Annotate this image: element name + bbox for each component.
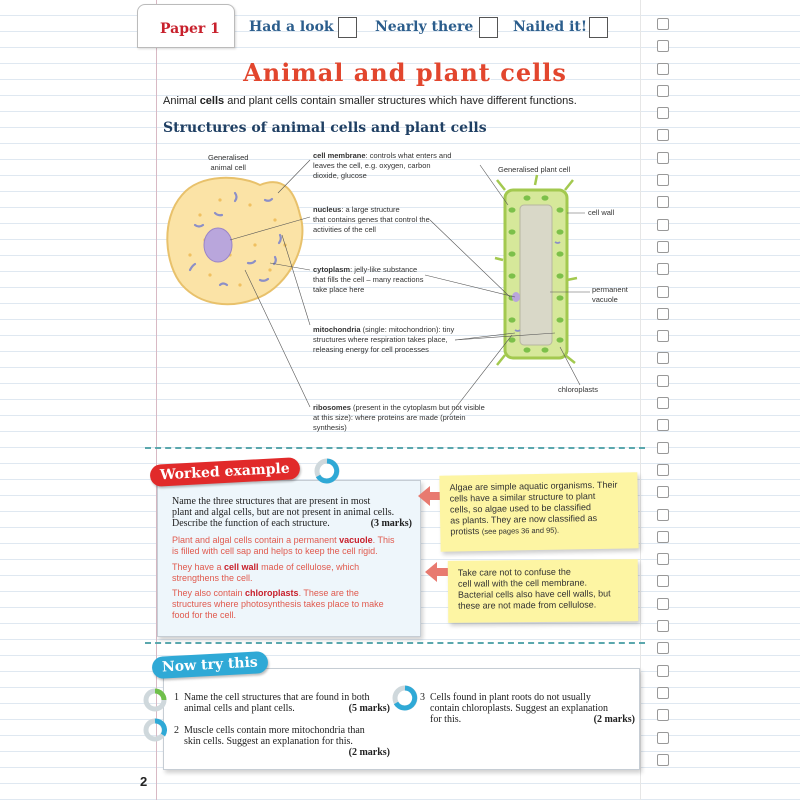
section-heading: Structures of animal cells and plant cells: [163, 120, 487, 136]
difficulty-dial-icon-q2: [143, 718, 167, 742]
cell-diagram: [160, 145, 640, 435]
binder-holes: [657, 18, 669, 776]
membrane-note: Take care not to confuse the cell wall with the cell membrane. Bacterial cells also have cell walls, but these are not made from cellulose.: [448, 559, 639, 623]
paper-label: Paper 1: [160, 21, 220, 37]
now-try-ribbon: Now try this: [152, 651, 269, 679]
nearly-there-checkbox[interactable]: [479, 17, 498, 38]
worked-question: Name the three structures that are present in most plant and algal cells, but are not present in animal cells. Describe the function of each structure. (3 marks): [172, 496, 412, 529]
label-nucleus: nucleus: a large structure that contains genes that control the activities of the cell: [313, 205, 430, 234]
difficulty-dial-icon-q3: [392, 685, 418, 711]
algae-note: Algae are simple aquatic organisms. Their cells have a similar structure to plant cells, so algae used to be classified as plants. They are now classified as protists (see pages 36 and 95).: [439, 472, 638, 551]
status-nailed-it: Nailed it!: [513, 19, 588, 35]
label-permanent-vacuole: permanent vacuole: [592, 285, 628, 304]
worked-answer-3: They also contain chloroplasts. These are the structures where photosynthesis takes place to make food for the cell.: [172, 588, 384, 620]
label-cell-membrane: cell membrane: controls what enters and leaves the cell, e.g. oxygen, carbon dioxide, glucose: [313, 151, 452, 180]
nailed-it-checkbox[interactable]: [589, 17, 608, 38]
difficulty-dial-icon-q1: [143, 688, 167, 712]
label-cell-wall: cell wall: [588, 208, 615, 217]
worked-answer-1: Plant and algal cells contain a permanent vacuole. This is filled with cell sap and helps to keep the cell rigid.: [172, 535, 395, 556]
plant-cell-caption: Generalised plant cell: [498, 165, 571, 174]
section-divider: [145, 447, 645, 449]
had-a-look-checkbox[interactable]: [338, 17, 357, 38]
label-ribosomes: ribosomes (present in the cytoplasm but not visible at this size): where proteins are made (protein synthesis): [313, 403, 485, 432]
question-3: 3 Cells found in plant roots do not usually contain chloroplasts. Suggest an explanation for this. (2 marks): [420, 692, 635, 725]
question-1: 1 Name the cell structures that are found in both animal cells and plant cells. (5 marks): [174, 692, 390, 714]
section-divider-2: [145, 642, 645, 644]
page-number: 2: [140, 774, 148, 789]
status-had-a-look: Had a look: [249, 19, 334, 35]
label-chloroplasts: chloroplasts: [558, 385, 599, 394]
worked-example-ribbon: Worked example: [150, 457, 301, 487]
intro-text: Animal cells and plant cells contain smaller structures which have different functions.: [163, 95, 577, 107]
margin-line: [156, 0, 157, 800]
animal-cell-caption: Generalised animal cell: [208, 153, 249, 172]
right-margin-line: [640, 0, 641, 800]
question-2: 2 Muscle cells contain more mitochondria than skin cells. Suggest an explanation for this. (2 marks): [174, 725, 390, 758]
page-title: Animal and plant cells: [243, 58, 567, 87]
label-mitochondria: mitochondria (single: mitochondrion): tiny structures where respiration takes place, releasing energy for cell processes: [313, 325, 455, 354]
label-cytoplasm: cytoplasm: jelly-like substance that fills the cell – many reactions take place here: [313, 265, 424, 294]
worked-answer-2: They have a cell wall made of cellulose, which strengthens the cell.: [172, 562, 360, 583]
difficulty-dial-icon: [314, 458, 340, 484]
status-nearly-there: Nearly there: [375, 19, 474, 35]
